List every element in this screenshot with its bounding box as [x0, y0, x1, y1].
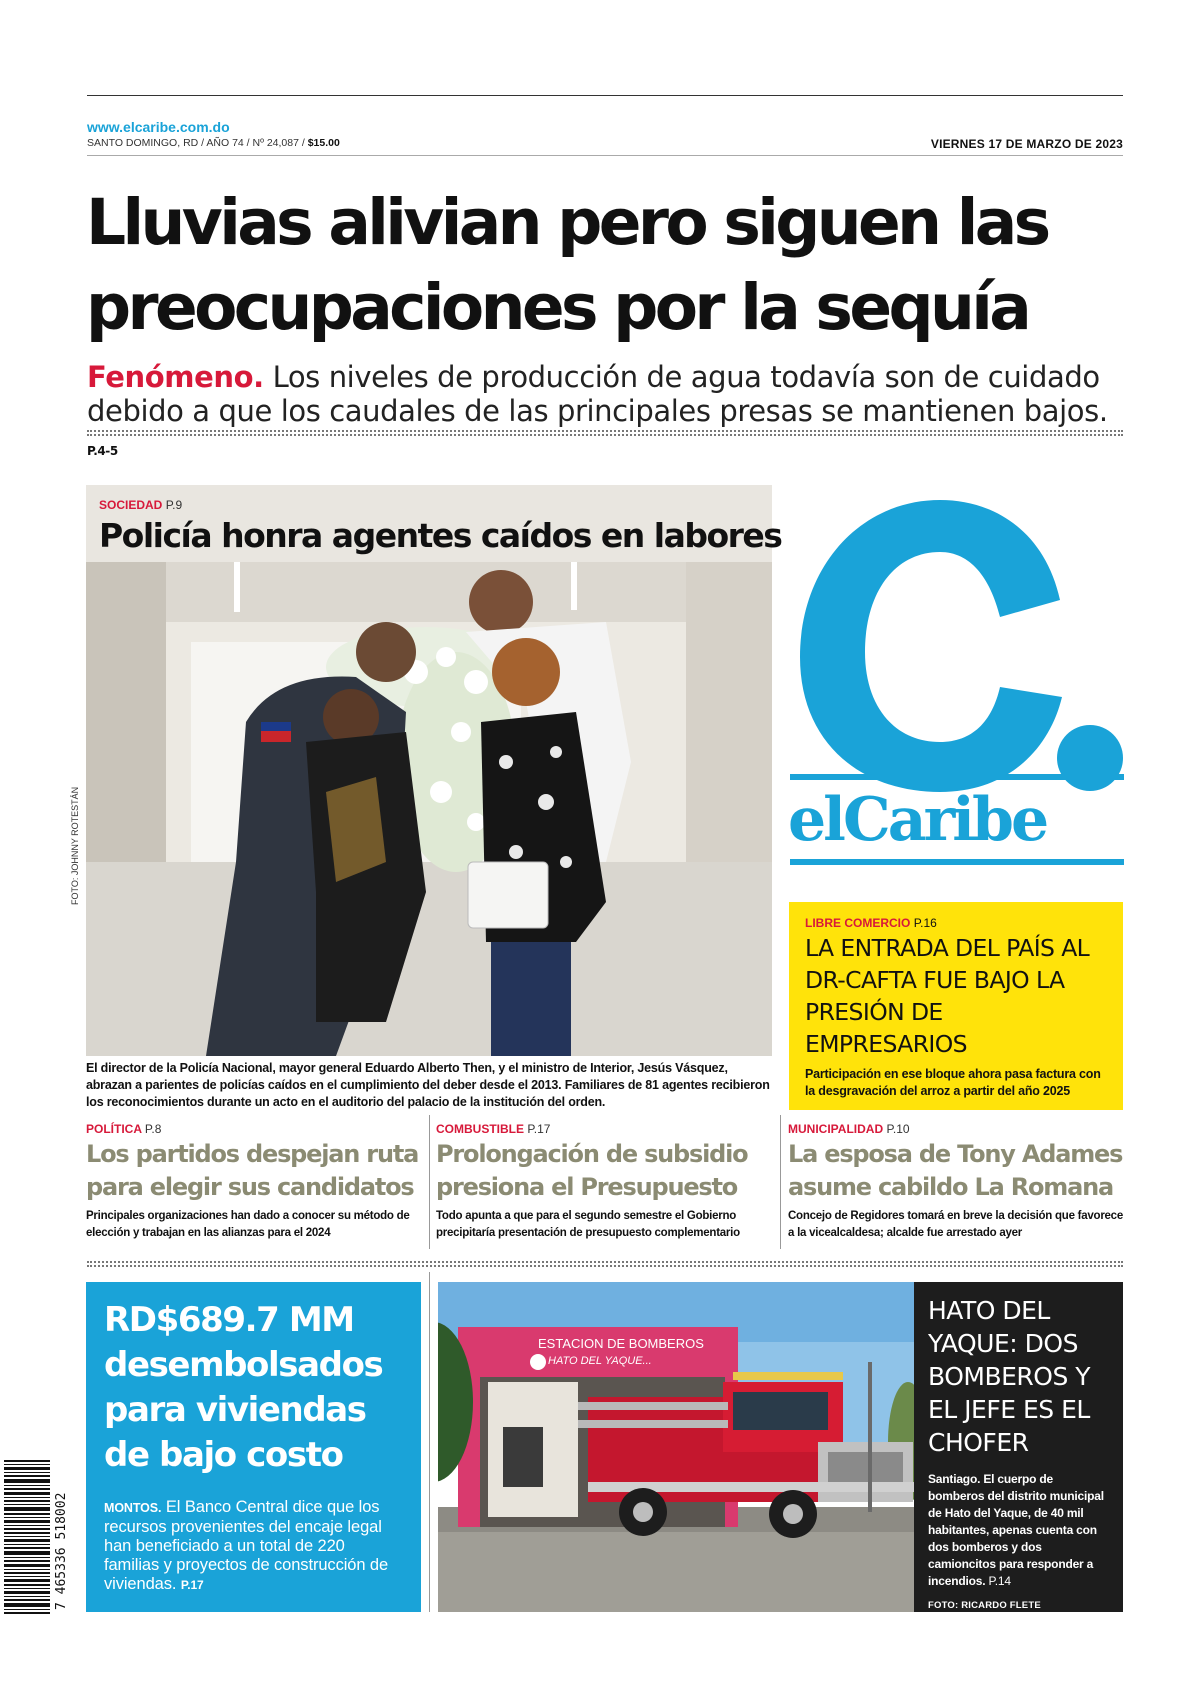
hato-del-yaque-box[interactable] [914, 1282, 1123, 1612]
police-ceremony-photo[interactable] [86, 562, 772, 1056]
barcode-number: 7 465336 518002 [54, 1492, 69, 1610]
section-label: SOCIEDAD [99, 498, 163, 512]
page-ref: P.9 [165, 498, 183, 512]
main-dek-text: Los niveles de producción de agua todavía son de cuidado debido a que los caudales de las principales presas se mantienen bajos. [87, 360, 1108, 428]
page-ref: P.14 [988, 1574, 1011, 1588]
municipalidad-sub: Concejo de Regidores tomará en breve la decisión que favorece a la vicealcaldesa; alcalde fue arrestado ayer [788, 1210, 1123, 1239]
combustible-story[interactable] [436, 1122, 776, 1242]
station-sign-line1: ESTACION DE BOMBEROS [538, 1336, 704, 1351]
montos-text: El Banco Central dice que los recursos provenientes del encaje legal han beneficiado a un total de 220 familias y proyectos de construcción de viviendas. [104, 1498, 389, 1593]
dotted-divider [87, 1261, 1123, 1267]
photo-credit: FOTO: JOHNNY ROTESTÁN [70, 786, 80, 905]
politica-sub: Principales organizaciones han dado a conocer su método de elección y trabajan en las alianzas para el 2024 [86, 1210, 410, 1239]
municipalidad-story[interactable] [788, 1122, 1124, 1242]
station-sign-line2: HATO DEL YAQUE... [548, 1355, 652, 1367]
page-ref: P.8 [144, 1122, 162, 1136]
photo-story-headline[interactable]: Policía honra agentes caídos en labores [99, 516, 782, 555]
header-rule [87, 155, 1123, 156]
site-url-link[interactable]: www.elcaribe.com.do [87, 119, 230, 135]
politica-story[interactable] [86, 1122, 424, 1242]
column-rule [780, 1115, 781, 1249]
combustible-headline[interactable]: Prolongación de subsidio presiona el Presupuesto [436, 1140, 748, 1201]
section-label: POLÍTICA [86, 1122, 142, 1136]
main-kicker: Fenómeno. [87, 360, 264, 394]
column-rule [429, 1272, 430, 1612]
fire-station-photo[interactable] [438, 1282, 914, 1612]
dotted-divider [87, 430, 1123, 436]
libre-comercio-box[interactable] [789, 902, 1123, 1110]
page-ref: P.17 [527, 1122, 551, 1136]
politica-section [86, 1122, 424, 1136]
photo-caption: El director de la Policía Nacional, mayor general Eduardo Alberto Then, y el ministro de Interior, Jesús Vásquez, abrazan a parientes de policías caídos en el cumplimiento del deber desde el 2013. Familiares de 81 agentes recibieron los reconocimientos durante un acto en el auditorio del palacio de la institución del orden. [86, 1061, 770, 1109]
politica-headline[interactable]: Los partidos despejan ruta para elegir sus candidatos [86, 1140, 419, 1201]
top-rule [87, 95, 1123, 96]
montos-headline[interactable]: RD$689.7 MM desembolsados para viviendas de bajo costo [104, 1300, 383, 1475]
municipalidad-headline[interactable]: La esposa de Tony Adames asume cabildo La Romana [788, 1140, 1123, 1201]
barcode [4, 1460, 58, 1616]
page-ref: P.16 [913, 916, 937, 930]
issue-date: VIERNES 17 DE MARZO DE 2023 [930, 137, 1123, 151]
montos-kicker: MONTOS. [104, 1501, 162, 1515]
el-caribe-wordmark[interactable]: elCaribe [788, 785, 1047, 855]
photo-story-section [99, 498, 182, 512]
hato-sub-text: Santiago. El cuerpo de bomberos del distrito municipal de Hato del Yaque, de 40 mil habitantes, apenas cuenta con dos bomberos y dos camioncitos para responder a incendios. [928, 1472, 1104, 1588]
page-ref: P.10 [886, 1122, 910, 1136]
page-ref: P.17 [180, 1578, 204, 1592]
price: $15.00 [307, 137, 340, 149]
logo-bar-bottom [790, 859, 1124, 865]
montos-box[interactable] [86, 1282, 421, 1612]
libre-comercio-section [805, 916, 1107, 930]
section-label: LIBRE COMERCIO [805, 916, 911, 930]
section-label: COMBUSTIBLE [436, 1122, 524, 1136]
edition-text: SANTO DOMINGO, RD / AÑO 74 / Nº 24,087 / [87, 137, 305, 149]
combustible-section [436, 1122, 776, 1136]
municipalidad-section [788, 1122, 1124, 1136]
main-page-ref: P.4-5 [87, 444, 118, 458]
el-caribe-logo-mark[interactable] [790, 492, 1090, 812]
montos-body [104, 1498, 403, 1595]
hato-photo-credit: FOTO: RICARDO FLETE [928, 1600, 1041, 1611]
libre-comercio-sub: Participación en ese bloque ahora pasa factura con la desgravación del arroz a partir del año 2025 [805, 1067, 1101, 1098]
main-dek [87, 360, 1127, 468]
libre-comercio-headline[interactable]: LA ENTRADA DEL PAÍS AL DR-CAFTA FUE BAJO LA PRESIÓN DE EMPRESARIOS [805, 934, 1090, 1058]
hato-sub [928, 1471, 1109, 1590]
column-rule [429, 1115, 430, 1249]
section-label: MUNICIPALIDAD [788, 1122, 884, 1136]
hato-headline[interactable]: HATO DEL YAQUE: DOS BOMBEROS Y EL JEFE ES EL CHOFER [928, 1296, 1091, 1457]
edition-info [87, 137, 340, 149]
main-headline[interactable]: Lluvias alivian pero siguen las preocupaciones por la sequía [86, 186, 1048, 344]
combustible-sub: Todo apunta a que para el segundo semestre el Gobierno precipitaría presentación de presupuesto complementario [436, 1210, 740, 1239]
